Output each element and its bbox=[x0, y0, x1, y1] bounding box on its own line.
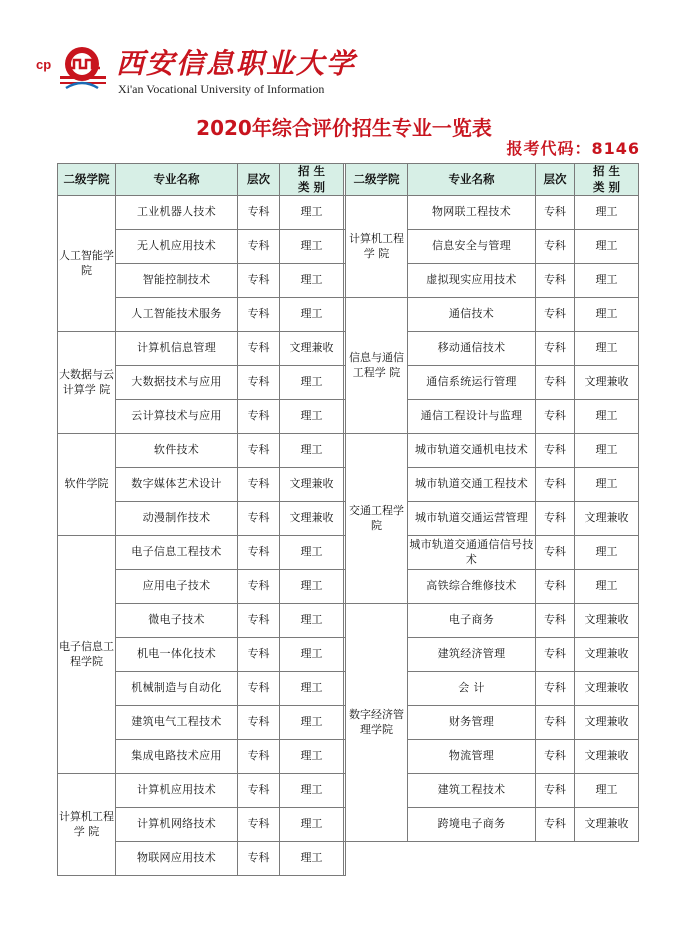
category-cell: 理工 bbox=[280, 366, 344, 400]
category-cell: 理工 bbox=[280, 298, 344, 332]
level-cell: 专科 bbox=[238, 808, 280, 842]
category-cell: 理工 bbox=[280, 434, 344, 468]
table-row bbox=[58, 604, 639, 638]
major-cell: 跨境电子商务 bbox=[408, 808, 536, 842]
major-cell: 机械制造与自动化 bbox=[116, 672, 238, 706]
level-cell: 专科 bbox=[238, 842, 280, 876]
header-category-line2: 类 别 bbox=[592, 179, 620, 194]
table-row bbox=[58, 196, 639, 230]
major-cell: 物网联工程技术 bbox=[408, 196, 536, 230]
category-cell: 理工 bbox=[575, 332, 639, 366]
table-header-row bbox=[58, 164, 639, 196]
category-cell: 理工 bbox=[575, 774, 639, 808]
major-cell: 通信技术 bbox=[408, 298, 536, 332]
column-gap bbox=[344, 706, 346, 740]
level-cell: 专科 bbox=[238, 264, 280, 298]
level-cell: 专科 bbox=[238, 502, 280, 536]
category-cell: 理工 bbox=[280, 400, 344, 434]
column-gap bbox=[344, 740, 346, 774]
level-cell: 专科 bbox=[238, 468, 280, 502]
university-logo bbox=[30, 38, 370, 100]
column-gap bbox=[344, 400, 346, 434]
dept-cell-left: 软件学院 bbox=[58, 434, 116, 536]
header-major-right: 专业名称 bbox=[408, 164, 536, 196]
dept-cell-right: 数字经济管理学院 bbox=[346, 604, 408, 842]
major-cell: 计算机应用技术 bbox=[116, 774, 238, 808]
level-cell: 专科 bbox=[238, 536, 280, 570]
category-cell: 文理兼收 bbox=[575, 672, 639, 706]
major-cell: 人工智能技术服务 bbox=[116, 298, 238, 332]
major-cell: 软件技术 bbox=[116, 434, 238, 468]
major-cell: 城市轨道交通机电技术 bbox=[408, 434, 536, 468]
level-cell: 专科 bbox=[238, 638, 280, 672]
major-cell: 财务管理 bbox=[408, 706, 536, 740]
category-cell: 理工 bbox=[280, 570, 344, 604]
level-cell: 专科 bbox=[238, 434, 280, 468]
university-name-en: Xi'an Vocational University of Information bbox=[118, 82, 325, 96]
table-body bbox=[58, 196, 639, 876]
column-gap bbox=[344, 332, 346, 366]
category-cell: 文理兼收 bbox=[575, 808, 639, 842]
dept-cell-left: 大数据与云计算学 院 bbox=[58, 332, 116, 434]
dept-cell-right: 计算机工程学 院 bbox=[346, 196, 408, 298]
category-cell: 理工 bbox=[280, 604, 344, 638]
major-cell: 移动通信技术 bbox=[408, 332, 536, 366]
level-cell: 专科 bbox=[536, 298, 575, 332]
major-cell: 计算机信息管理 bbox=[116, 332, 238, 366]
application-code: 报考代码：8146 bbox=[506, 139, 640, 158]
level-cell: 专科 bbox=[536, 638, 575, 672]
header-level-left: 层次 bbox=[238, 164, 280, 196]
category-cell: 理工 bbox=[575, 196, 639, 230]
major-cell: 通信工程设计与监理 bbox=[408, 400, 536, 434]
category-cell: 理工 bbox=[575, 434, 639, 468]
table-row bbox=[58, 842, 639, 876]
header-category-line2: 类 别 bbox=[297, 179, 325, 194]
column-gap bbox=[344, 502, 346, 536]
table-row bbox=[58, 434, 639, 468]
category-cell: 理工 bbox=[575, 400, 639, 434]
level-cell: 专科 bbox=[238, 400, 280, 434]
university-name-cn: 西安信息职业大学 bbox=[116, 47, 357, 80]
level-cell: 专科 bbox=[238, 740, 280, 774]
major-cell: 电子信息工程技术 bbox=[116, 536, 238, 570]
category-cell: 理工 bbox=[280, 774, 344, 808]
level-cell: 专科 bbox=[238, 706, 280, 740]
level-cell: 专科 bbox=[238, 366, 280, 400]
column-gap bbox=[344, 774, 346, 808]
header-category-left bbox=[280, 164, 344, 196]
major-cell: 物流管理 bbox=[408, 740, 536, 774]
category-cell: 文理兼收 bbox=[280, 332, 344, 366]
category-cell: 理工 bbox=[575, 264, 639, 298]
major-list-table bbox=[57, 163, 639, 876]
level-cell: 专科 bbox=[536, 672, 575, 706]
major-cell: 无人机应用技术 bbox=[116, 230, 238, 264]
header-category-line1: 招 生 bbox=[592, 164, 620, 178]
level-cell: 专科 bbox=[536, 468, 575, 502]
level-cell: 专科 bbox=[238, 570, 280, 604]
major-cell: 大数据技术与应用 bbox=[116, 366, 238, 400]
university-emblem-icon bbox=[30, 38, 112, 98]
major-cell: 机电一体化技术 bbox=[116, 638, 238, 672]
column-gap bbox=[344, 536, 346, 570]
category-cell: 理工 bbox=[575, 298, 639, 332]
level-cell: 专科 bbox=[238, 672, 280, 706]
major-cell: 智能控制技术 bbox=[116, 264, 238, 298]
dept-cell-left: 人工智能学 院 bbox=[58, 196, 116, 332]
column-gap bbox=[344, 366, 346, 400]
major-cell: 城市轨道交通通信信号技术 bbox=[408, 536, 536, 570]
category-cell: 理工 bbox=[280, 196, 344, 230]
level-cell: 专科 bbox=[536, 434, 575, 468]
major-cell: 物联网应用技术 bbox=[116, 842, 238, 876]
major-cell: 动漫制作技术 bbox=[116, 502, 238, 536]
dept-cell-right: 交通工程学 院 bbox=[346, 434, 408, 604]
level-cell: 专科 bbox=[238, 298, 280, 332]
level-cell: 专科 bbox=[536, 706, 575, 740]
major-cell: 数字媒体艺术设计 bbox=[116, 468, 238, 502]
column-gap bbox=[344, 230, 346, 264]
major-cell: 微电子技术 bbox=[116, 604, 238, 638]
category-cell: 理工 bbox=[280, 638, 344, 672]
level-cell: 专科 bbox=[238, 196, 280, 230]
level-cell: 专科 bbox=[536, 604, 575, 638]
major-cell: 高铁综合维修技术 bbox=[408, 570, 536, 604]
major-cell: 电子商务 bbox=[408, 604, 536, 638]
page-title: 2020年综合评价招生专业一览表 bbox=[196, 116, 492, 140]
level-cell: 专科 bbox=[536, 740, 575, 774]
category-cell: 理工 bbox=[280, 808, 344, 842]
level-cell: 专科 bbox=[536, 366, 575, 400]
level-cell: 专科 bbox=[536, 230, 575, 264]
column-gap bbox=[344, 570, 346, 604]
level-cell: 专科 bbox=[536, 536, 575, 570]
major-cell: 应用电子技术 bbox=[116, 570, 238, 604]
dept-cell-right: 信息与通信工程学 院 bbox=[346, 298, 408, 434]
category-cell: 文理兼收 bbox=[575, 604, 639, 638]
category-cell: 理工 bbox=[280, 740, 344, 774]
major-cell: 信息安全与管理 bbox=[408, 230, 536, 264]
level-cell: 专科 bbox=[536, 400, 575, 434]
major-cell: 城市轨道交通运营管理 bbox=[408, 502, 536, 536]
major-cell: 云计算技术与应用 bbox=[116, 400, 238, 434]
category-cell: 理工 bbox=[575, 468, 639, 502]
table-row bbox=[58, 298, 639, 332]
category-cell: 理工 bbox=[280, 706, 344, 740]
header-category-right bbox=[575, 164, 639, 196]
category-cell: 文理兼收 bbox=[280, 502, 344, 536]
category-cell: 文理兼收 bbox=[575, 740, 639, 774]
major-cell: 建筑经济管理 bbox=[408, 638, 536, 672]
column-gap bbox=[344, 638, 346, 672]
level-cell: 专科 bbox=[536, 570, 575, 604]
header-major-left: 专业名称 bbox=[116, 164, 238, 196]
level-cell: 专科 bbox=[238, 230, 280, 264]
logo-mark-text: cp bbox=[36, 57, 52, 72]
column-gap bbox=[344, 264, 346, 298]
major-cell: 集成电路技术应用 bbox=[116, 740, 238, 774]
major-cell: 会 计 bbox=[408, 672, 536, 706]
category-cell: 理工 bbox=[280, 536, 344, 570]
column-gap bbox=[344, 842, 346, 876]
header-category-line1: 招 生 bbox=[297, 164, 325, 178]
category-cell: 理工 bbox=[575, 536, 639, 570]
major-cell: 工业机器人技术 bbox=[116, 196, 238, 230]
category-cell: 文理兼收 bbox=[280, 468, 344, 502]
category-cell: 理工 bbox=[280, 672, 344, 706]
category-cell: 理工 bbox=[280, 842, 344, 876]
level-cell: 专科 bbox=[536, 196, 575, 230]
level-cell: 专科 bbox=[238, 604, 280, 638]
category-cell: 理工 bbox=[575, 230, 639, 264]
category-cell: 理工 bbox=[575, 570, 639, 604]
header-level-right: 层次 bbox=[536, 164, 575, 196]
dept-cell-left: 电子信息工程学院 bbox=[58, 536, 116, 774]
level-cell: 专科 bbox=[536, 808, 575, 842]
column-gap bbox=[344, 808, 346, 842]
category-cell: 文理兼收 bbox=[575, 502, 639, 536]
level-cell: 专科 bbox=[536, 502, 575, 536]
major-cell: 建筑工程技术 bbox=[408, 774, 536, 808]
major-cell: 计算机网络技术 bbox=[116, 808, 238, 842]
major-cell: 城市轨道交通工程技术 bbox=[408, 468, 536, 502]
level-cell: 专科 bbox=[536, 332, 575, 366]
column-gap bbox=[344, 468, 346, 502]
category-cell: 理工 bbox=[280, 264, 344, 298]
category-cell: 文理兼收 bbox=[575, 706, 639, 740]
level-cell: 专科 bbox=[238, 774, 280, 808]
level-cell: 专科 bbox=[536, 774, 575, 808]
major-cell: 虚拟现实应用技术 bbox=[408, 264, 536, 298]
level-cell: 专科 bbox=[536, 264, 575, 298]
header-dept-left: 二级学院 bbox=[58, 164, 116, 196]
level-cell: 专科 bbox=[238, 332, 280, 366]
major-cell: 通信系统运行管理 bbox=[408, 366, 536, 400]
category-cell: 文理兼收 bbox=[575, 366, 639, 400]
major-cell: 建筑电气工程技术 bbox=[116, 706, 238, 740]
category-cell: 理工 bbox=[280, 230, 344, 264]
column-gap bbox=[344, 672, 346, 706]
header-dept-right: 二级学院 bbox=[346, 164, 408, 196]
category-cell: 文理兼收 bbox=[575, 638, 639, 672]
dept-cell-left: 计算机工程学 院 bbox=[58, 774, 116, 876]
